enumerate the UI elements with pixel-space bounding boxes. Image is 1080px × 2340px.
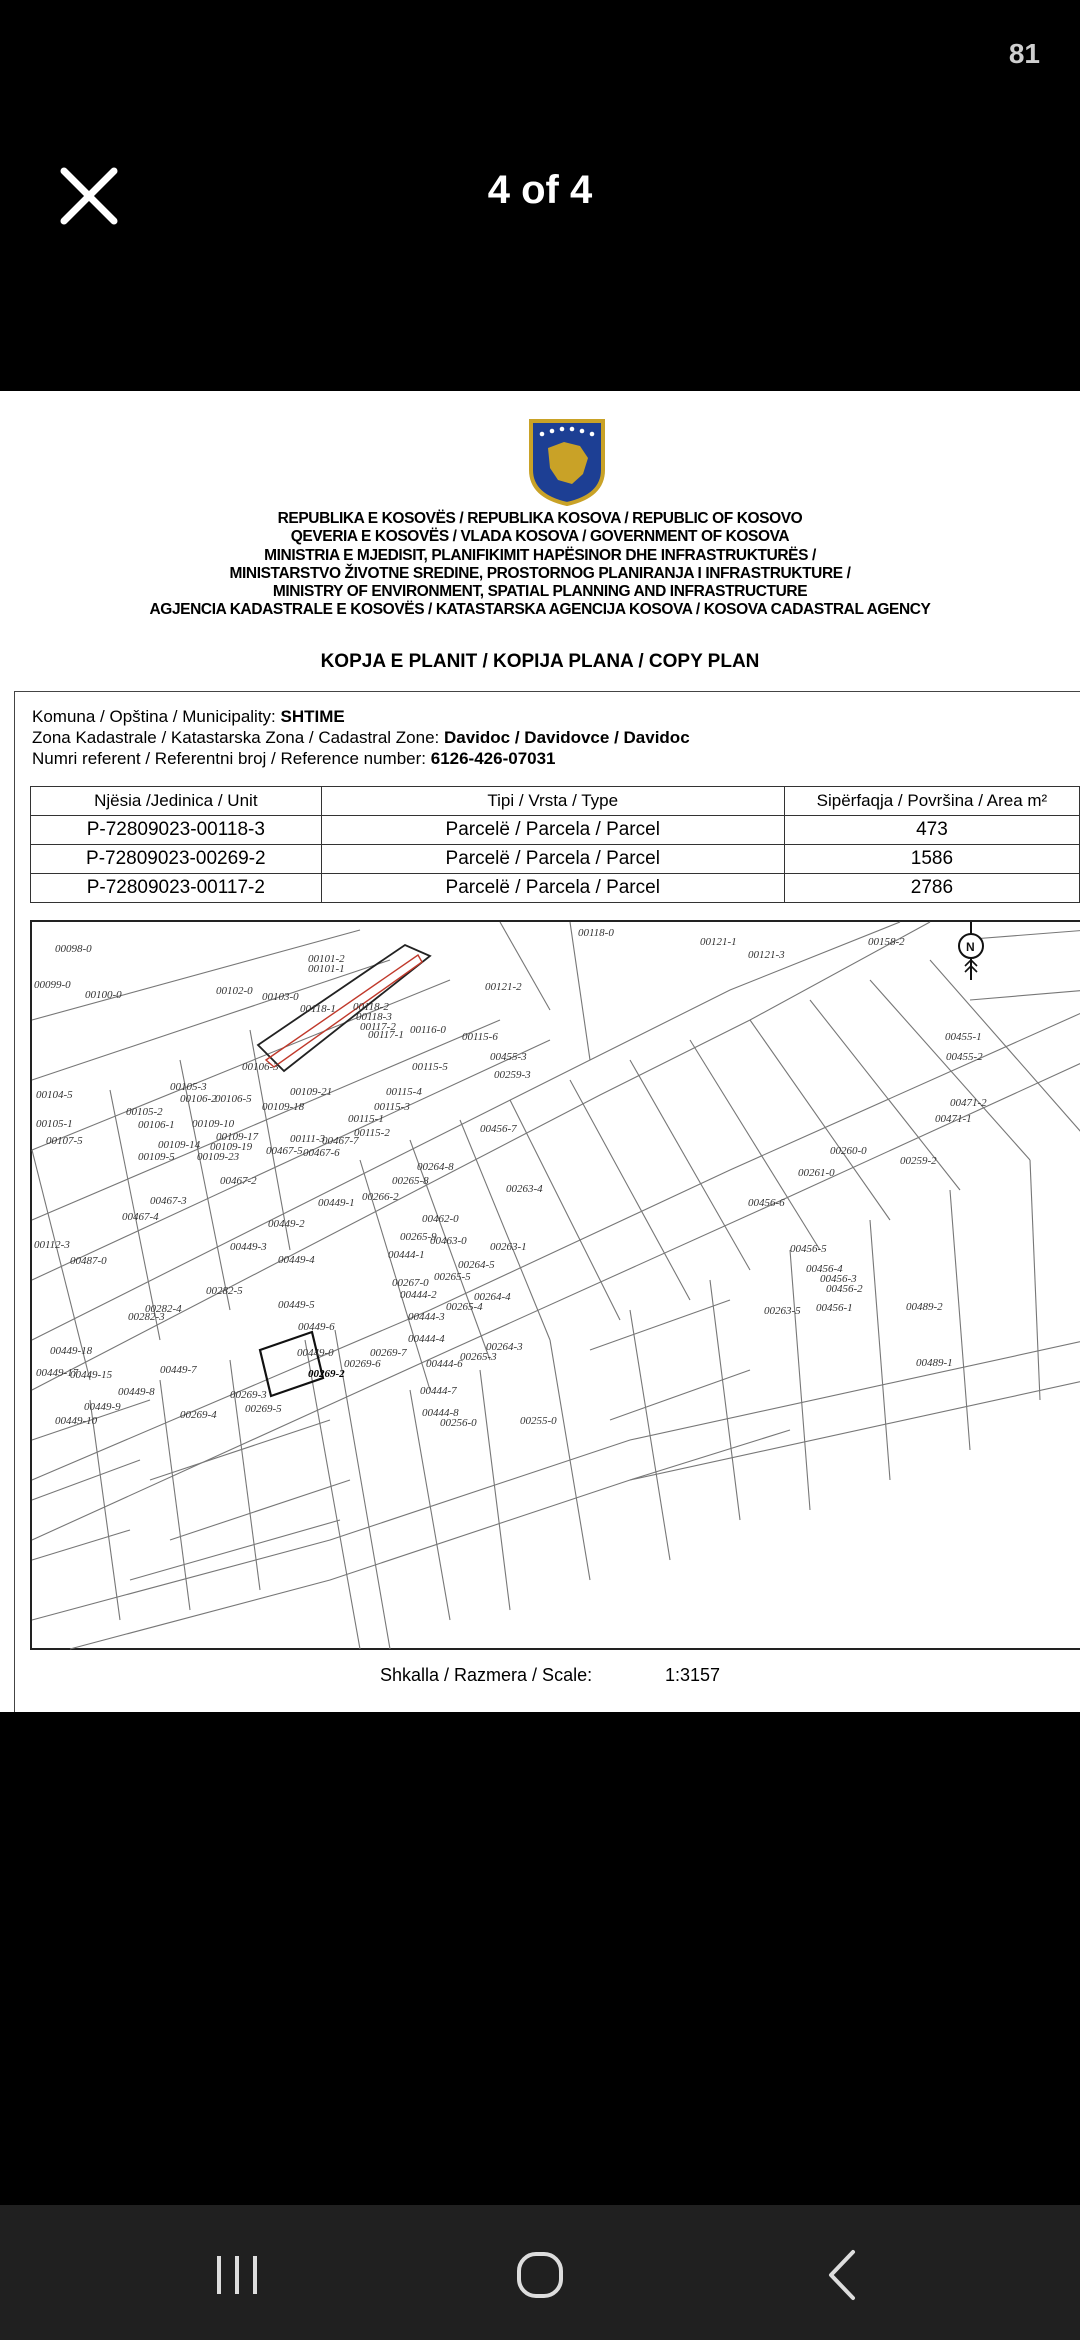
parcel-label: 00109-14 bbox=[158, 1139, 201, 1151]
parcel-label: 00449-17 bbox=[36, 1367, 79, 1379]
zone-label: Zona Kadastrale / Katastarska Zona / Cadastral Zone: bbox=[32, 728, 444, 747]
header-line: QEVERIA E KOSOVËS / VLADA KOSOVA / GOVERNMENT OF KOSOVA bbox=[290, 528, 790, 546]
parcel-label: 00109-10 bbox=[192, 1118, 235, 1130]
parcel-label: 00265-8 bbox=[392, 1175, 429, 1187]
parcel-label: 00117-2 bbox=[360, 1021, 396, 1033]
recents-button[interactable] bbox=[197, 2240, 277, 2310]
parcel-label: 00444-7 bbox=[420, 1385, 457, 1397]
parcel-label: 00456-5 bbox=[790, 1243, 827, 1255]
parcel-label: 00107-5 bbox=[46, 1135, 83, 1147]
notification-count: 81 bbox=[1008, 38, 1040, 69]
parcel-label: 00282-4 bbox=[145, 1303, 182, 1315]
municipality-value: SHTIME bbox=[280, 707, 345, 726]
parcel-label: 00449-8 bbox=[118, 1386, 155, 1398]
back-icon bbox=[803, 2240, 883, 2310]
reference-label: Numri referent / Referentni broj / Reference number: bbox=[32, 749, 431, 768]
unit-cell: P-72809023-00269-2 bbox=[31, 845, 322, 874]
parcel-label: 00104-5 bbox=[36, 1089, 73, 1101]
agency-header bbox=[0, 510, 1080, 620]
parcel-label: 00101-1 bbox=[308, 963, 345, 975]
kosovo-emblem-icon bbox=[528, 418, 606, 506]
units-table bbox=[30, 786, 1080, 903]
parcel-label: 00456-2 bbox=[826, 1283, 863, 1295]
parcel-label: 00449-6 bbox=[298, 1321, 335, 1333]
parcel-label: 00449-15 bbox=[70, 1369, 113, 1381]
parcel-label: 00449-7 bbox=[160, 1364, 197, 1376]
parcel-label: 00455-1 bbox=[945, 1031, 982, 1043]
parcel-label: 00118-3 bbox=[356, 1011, 392, 1023]
parcel-label: 00449-5 bbox=[278, 1299, 315, 1311]
parcel-label: 00449-4 bbox=[278, 1254, 315, 1266]
parcel-label: 00269-6 bbox=[344, 1358, 381, 1370]
parcel-label: 00467-4 bbox=[122, 1211, 159, 1223]
header-line: MINISTRIA E MJEDISIT, PLANIFIKIMIT HAPËSINOR DHE INFRASTRUKTURËS / bbox=[264, 546, 816, 564]
parcel-label: 00115-4 bbox=[386, 1086, 422, 1098]
parcel-label: 00102-0 bbox=[216, 985, 253, 997]
parcel-label: 00115-2 bbox=[354, 1127, 390, 1139]
header-line: AGJENCIA KADASTRALE E KOSOVËS / KATASTARSKA AGENCIJA KOSOVA / KOSOVA CADASTRAL AGENCY bbox=[149, 601, 931, 619]
parcel-label: 00111-3 bbox=[290, 1133, 326, 1145]
parcel-label: 00471-2 bbox=[950, 1097, 987, 1109]
reference-value: 6126-426-07031 bbox=[430, 749, 556, 768]
parcel-label: 00265-9 bbox=[400, 1231, 437, 1243]
header-line: MINISTARSTVO ŽIVOTNE SREDINE, PROSTORNOG PLANIRANJA I INFRASTRUKTURE / bbox=[229, 564, 851, 582]
parcel-label: 00269-3 bbox=[230, 1389, 267, 1401]
parcel-label: 00449-10 bbox=[55, 1415, 98, 1427]
parcel-label: 00101-2 bbox=[308, 953, 345, 965]
area-cell: 2786 bbox=[784, 874, 1079, 903]
parcel-label: 00444-8 bbox=[422, 1407, 459, 1419]
home-icon bbox=[500, 2240, 580, 2310]
parcel-label: 00121-1 bbox=[700, 936, 737, 948]
parcel-label: 00269-2 bbox=[308, 1368, 345, 1380]
parcel-label: 00109-23 bbox=[197, 1151, 240, 1163]
parcel-label: 00109-17 bbox=[216, 1131, 259, 1143]
parcel-label: 00265-5 bbox=[434, 1271, 471, 1283]
parcel-label: 00265-4 bbox=[446, 1301, 483, 1313]
parcel-label: 00449-1 bbox=[318, 1197, 355, 1209]
parcel-label: 00109-19 bbox=[210, 1141, 253, 1153]
back-button[interactable] bbox=[803, 2240, 883, 2310]
unit-cell: P-72809023-00117-2 bbox=[31, 874, 322, 903]
page-indicator: 4 of 4 bbox=[487, 168, 593, 212]
parcel-label: 00282-3 bbox=[128, 1311, 165, 1323]
parcel-label: 00456-1 bbox=[816, 1302, 853, 1314]
scale-label: Shkalla / Razmera / Scale: bbox=[380, 1665, 593, 1685]
parcel-label: 00109-21 bbox=[290, 1086, 333, 1098]
parcel-label: 00449-3 bbox=[230, 1241, 267, 1253]
parcel-label: 00487-0 bbox=[70, 1255, 107, 1267]
parcel-label: 00455-2 bbox=[946, 1051, 983, 1063]
parcel-label: 00456-3 bbox=[820, 1273, 857, 1285]
municipality-line bbox=[32, 707, 345, 727]
home-button[interactable] bbox=[500, 2240, 580, 2310]
parcel-label: 00105-1 bbox=[36, 1118, 73, 1130]
recents-icon bbox=[197, 2240, 277, 2310]
parcel-label: 00116-0 bbox=[410, 1024, 446, 1036]
parcel-label: 00115-1 bbox=[348, 1113, 384, 1125]
parcel-label: 00264-5 bbox=[458, 1259, 495, 1271]
column-header-unit: Njësia /Jedinica / Unit bbox=[31, 787, 322, 816]
parcel-label: 00264-3 bbox=[486, 1341, 523, 1353]
parcel-label: 00259-3 bbox=[494, 1069, 531, 1081]
column-header-type: Tipi / Vrsta / Type bbox=[321, 787, 784, 816]
document-page[interactable] bbox=[0, 391, 1080, 1712]
header-line: MINISTRY OF ENVIRONMENT, SPATIAL PLANNING AND INFRASTRUCTURE bbox=[272, 583, 808, 601]
parcel-label: 00449-2 bbox=[268, 1218, 305, 1230]
table-row bbox=[31, 874, 1080, 903]
parcel-label: 00115-6 bbox=[462, 1031, 498, 1043]
header-line: REPUBLIKA E KOSOVËS / REPUBLIKA KOSOVA / REPUBLIC OF KOSOVO bbox=[277, 510, 803, 527]
parcel-label: 00263-4 bbox=[506, 1183, 543, 1195]
parcel-label: 00158-2 bbox=[868, 936, 905, 948]
parcel-label: 00260-0 bbox=[830, 1145, 867, 1157]
cadastral-map bbox=[30, 920, 1080, 1650]
parcel-label: 00282-5 bbox=[206, 1285, 243, 1297]
parcel-label: 00106-3 bbox=[242, 1061, 279, 1073]
parcel-label: 00118-1 bbox=[300, 1003, 336, 1015]
parcel-label: 00261-0 bbox=[798, 1167, 835, 1179]
parcel-label: 00115-5 bbox=[412, 1061, 448, 1073]
document-title: KOPJA E PLANIT / KOPIJA PLANA / COPY PLAN bbox=[320, 651, 760, 672]
parcel-label: 00264-8 bbox=[417, 1161, 454, 1173]
zone-line bbox=[32, 728, 690, 748]
parcel-label: 00463-0 bbox=[430, 1235, 467, 1247]
parcel-label: 00444-1 bbox=[388, 1249, 425, 1261]
parcel-label: 00105-2 bbox=[126, 1106, 163, 1118]
parcel-label: 00449-0 bbox=[297, 1347, 334, 1359]
parcel-label: 00100-0 bbox=[85, 989, 122, 1001]
parcel-label: 00118-2 bbox=[353, 1001, 389, 1013]
parcel-label: 00462-0 bbox=[422, 1213, 459, 1225]
parcel-label: 00106-2 bbox=[180, 1093, 217, 1105]
area-cell: 473 bbox=[784, 816, 1079, 845]
parcel-label: 00444-2 bbox=[400, 1289, 437, 1301]
parcel-label: 00109-5 bbox=[138, 1151, 175, 1163]
parcel-label: 00265-3 bbox=[460, 1351, 497, 1363]
north-label: N bbox=[966, 940, 975, 954]
parcel-label: 00456-6 bbox=[748, 1197, 785, 1209]
parcel-label: 00256-0 bbox=[440, 1417, 477, 1429]
type-cell: Parcelë / Parcela / Parcel bbox=[321, 845, 784, 874]
parcel-label: 00489-1 bbox=[916, 1357, 953, 1369]
parcel-label: 00255-0 bbox=[520, 1415, 557, 1427]
parcel-label: 00263-1 bbox=[490, 1241, 527, 1253]
parcel-label: 00455-3 bbox=[490, 1051, 527, 1063]
column-header-area: Sipërfaqja / Površina / Area m² bbox=[784, 787, 1079, 816]
parcel-label: 00467-2 bbox=[220, 1175, 257, 1187]
parcel-label: 00106-5 bbox=[215, 1093, 252, 1105]
parcel-label: 00112-3 bbox=[34, 1239, 70, 1251]
table-row bbox=[31, 845, 1080, 874]
parcel-label: 00444-3 bbox=[408, 1311, 445, 1323]
type-cell: Parcelë / Parcela / Parcel bbox=[321, 874, 784, 903]
parcel-label: 00117-1 bbox=[368, 1029, 404, 1041]
parcel-label: 00269-5 bbox=[245, 1403, 282, 1415]
parcel-label: 00456-4 bbox=[806, 1263, 843, 1275]
parcel-label: 00267-0 bbox=[392, 1277, 429, 1289]
parcel-label: 00103-0 bbox=[262, 991, 299, 1003]
parcel-label: 00449-18 bbox=[50, 1345, 93, 1357]
table-row bbox=[31, 816, 1080, 845]
parcel-label: 00467-5 bbox=[266, 1145, 303, 1157]
parcel-label: 00098-0 bbox=[55, 943, 92, 955]
scale-value: 1:3157 bbox=[665, 1665, 721, 1685]
municipality-label: Komuna / Opština / Municipality: bbox=[32, 707, 281, 726]
reference-line bbox=[32, 749, 556, 769]
parcel-label: 00264-4 bbox=[474, 1291, 511, 1303]
parcel-label: 00269-7 bbox=[370, 1347, 407, 1359]
parcel-label: 00467-7 bbox=[322, 1135, 359, 1147]
parcel-label: 00269-4 bbox=[180, 1409, 217, 1421]
parcel-label: 00444-4 bbox=[408, 1333, 445, 1345]
parcel-label: 00449-9 bbox=[84, 1401, 121, 1413]
parcel-label: 00109-18 bbox=[262, 1101, 305, 1113]
parcel-label: 00456-7 bbox=[480, 1123, 517, 1135]
parcel-label: 00489-2 bbox=[906, 1301, 943, 1313]
parcel-label: 00467-3 bbox=[150, 1195, 187, 1207]
parcel-label: 00118-0 bbox=[578, 927, 614, 939]
parcel-label: 00099-0 bbox=[34, 979, 71, 991]
parcel-label: 00106-1 bbox=[138, 1119, 175, 1131]
parcel-label: 00471-1 bbox=[935, 1113, 972, 1125]
type-cell: Parcelë / Parcela / Parcel bbox=[321, 816, 784, 845]
parcel-label: 00115-3 bbox=[374, 1101, 410, 1113]
parcel-label: 00259-2 bbox=[900, 1155, 937, 1167]
parcel-label: 00121-2 bbox=[485, 981, 522, 993]
parcel-label: 00467-6 bbox=[303, 1147, 340, 1159]
area-cell: 1586 bbox=[784, 845, 1079, 874]
parcel-label: 00444-6 bbox=[426, 1358, 463, 1370]
table-header-row bbox=[31, 787, 1080, 816]
parcel-label: 00105-3 bbox=[170, 1081, 207, 1093]
zone-value: Davidoc / Davidovce / Davidoc bbox=[444, 728, 690, 747]
unit-cell: P-72809023-00118-3 bbox=[31, 816, 322, 845]
parcel-label: 00121-3 bbox=[748, 949, 785, 961]
parcel-label: 00263-5 bbox=[764, 1305, 801, 1317]
parcel-label: 00266-2 bbox=[362, 1191, 399, 1203]
